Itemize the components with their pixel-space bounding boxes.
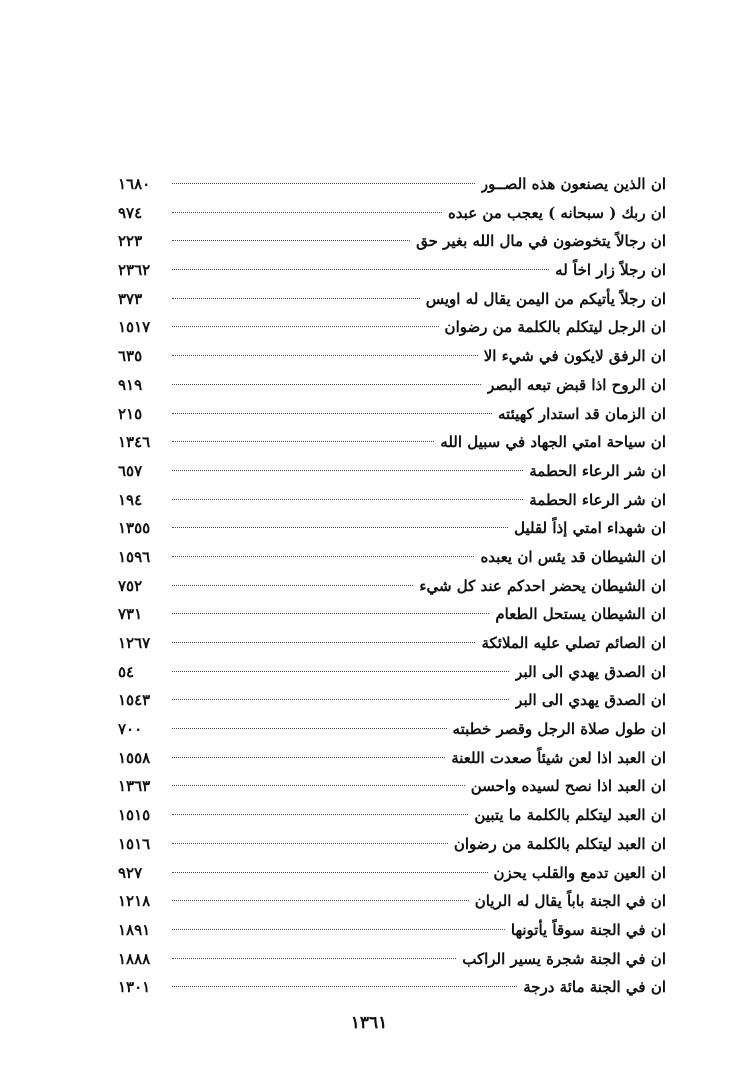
dotted-leader <box>172 527 508 528</box>
dotted-leader <box>172 413 492 414</box>
entry-page-number: ١٥٩٦ <box>118 547 151 566</box>
dotted-leader <box>172 326 439 327</box>
index-entry <box>118 400 666 429</box>
dotted-leader <box>172 470 523 471</box>
dotted-leader <box>172 929 505 930</box>
dotted-leader <box>172 269 549 270</box>
index-entry <box>118 600 666 629</box>
index-entry <box>118 514 666 543</box>
index-entry <box>118 715 666 744</box>
entry-title: ان الشيطان يحضر احدكم عند كل شيء <box>419 576 666 595</box>
entry-title: ان الشيطان يستحل الطعام <box>495 605 666 624</box>
dotted-leader <box>172 585 413 586</box>
dotted-leader <box>172 872 488 873</box>
entry-page-number: ٦٥٧ <box>118 461 143 480</box>
entry-page-number: ١٥٥٨ <box>118 748 151 767</box>
entry-page-number: ٩٢٧ <box>118 863 143 882</box>
entry-page-number: ١٥٤٣ <box>118 691 151 710</box>
index-entry <box>118 658 666 687</box>
index-entry <box>118 170 666 199</box>
dotted-leader <box>172 384 481 385</box>
entry-title: ان رجلاً يأتيكم من اليمن يقال له اويس <box>425 289 666 308</box>
index-entry <box>118 629 666 658</box>
entry-page-number: ١٢١٨ <box>118 892 151 911</box>
entry-title: ان رجلاً زار اخاً له <box>555 261 666 280</box>
dotted-leader <box>172 986 517 987</box>
dotted-leader <box>172 843 448 844</box>
entry-page-number: ١٣٤٦ <box>118 433 151 452</box>
entry-page-number: ١٥١٥ <box>118 806 151 825</box>
index-entry <box>118 859 666 888</box>
dotted-leader <box>172 613 489 614</box>
dotted-leader <box>172 814 468 815</box>
index-entry <box>118 772 666 801</box>
entry-title: ان الزمان قد استدار كهيئته <box>498 404 666 423</box>
entry-title: ان طول صلاة الرجل وقصر خطبته <box>452 720 666 739</box>
index-entry <box>118 801 666 830</box>
entry-page-number: ١٨٨٨ <box>118 949 151 968</box>
index-entry <box>118 945 666 974</box>
entry-title: ان شهداء امتي إذاً لقليل <box>514 519 666 538</box>
entry-page-number: ٧٣١ <box>118 605 143 624</box>
dotted-leader <box>172 958 456 959</box>
dotted-leader <box>172 785 465 786</box>
entry-title: ان العين تدمع والقلب يحزن <box>493 863 666 882</box>
entry-page-number: ٧٥٢ <box>118 576 143 595</box>
index-entry <box>118 543 666 572</box>
entry-title: ان العبد ليتكلم بالكلمة من رضوان <box>453 834 666 853</box>
entry-page-number: ٣٧٣ <box>118 289 143 308</box>
entry-page-number: ١٩٤ <box>118 490 143 509</box>
entry-title: ان في الجنة شجرة يسير الراكب <box>462 949 666 968</box>
index-entry <box>118 256 666 285</box>
index-entry <box>118 486 666 515</box>
entry-page-number: ٢١٥ <box>118 404 143 423</box>
entry-page-number: ٩٧٤ <box>118 203 143 222</box>
index-entry <box>118 916 666 945</box>
index-entry <box>118 457 666 486</box>
dotted-leader <box>172 556 474 557</box>
dotted-leader <box>172 441 434 442</box>
index-entry <box>118 830 666 859</box>
dotted-leader <box>172 671 509 672</box>
entry-title: ان العبد اذا لعن شيئاً صعدت اللعنة <box>451 748 666 767</box>
index-entry <box>118 744 666 773</box>
entry-title: ان الصائم تصلي عليه الملائكة <box>481 634 666 652</box>
index-entry <box>118 973 666 1002</box>
entry-page-number: ٧٠٠ <box>118 720 143 739</box>
entry-page-number: ١٣٥٥ <box>118 519 151 538</box>
entry-title: ان الروح اذا قبض تبعه البصر <box>487 375 666 394</box>
entry-page-number: ١٣٦٣ <box>118 777 151 796</box>
index-entry <box>118 342 666 371</box>
entry-page-number: ٩١٩ <box>118 375 143 394</box>
dotted-leader <box>172 642 475 643</box>
entry-page-number: ٢٢٣ <box>118 232 143 251</box>
entry-title: ان ربك ( سبحانه ) يعجب من عبده <box>447 203 666 222</box>
page-number: ١٣٦١ <box>350 1013 388 1033</box>
entry-title: ان الرجل ليتكلم بالكلمة من رضوان <box>444 318 666 337</box>
index-entry <box>118 199 666 228</box>
dotted-leader <box>172 298 420 299</box>
dotted-leader <box>172 183 475 184</box>
dotted-leader <box>172 499 523 500</box>
dotted-leader <box>172 699 509 700</box>
dotted-leader <box>172 240 410 241</box>
entry-title: ان في الجنة سوقاً يأتونها <box>510 920 666 939</box>
entry-page-number: ١٢٦٧ <box>118 634 151 652</box>
index-entry <box>118 313 666 342</box>
dotted-leader <box>172 728 447 729</box>
entry-title: ان الصدق يهدي الى البر <box>515 691 666 710</box>
entry-title: ان الصدق يهدي الى البر <box>515 662 666 681</box>
index-entry <box>118 285 666 314</box>
dotted-leader <box>172 757 445 758</box>
entry-page-number: ١٥١٧ <box>118 318 151 337</box>
entry-page-number: ١٨٩١ <box>118 920 151 939</box>
entry-title: ان رجالاً يتخوضون في مال الله بغير حق <box>416 232 666 251</box>
index-list <box>118 170 666 1002</box>
entry-page-number: ١٥١٦ <box>118 834 151 853</box>
entry-title: ان الشيطان قد يئس ان يعبده <box>480 547 666 566</box>
dotted-leader <box>172 212 442 213</box>
entry-page-number: ٢٣٦٢ <box>118 261 151 280</box>
index-entry <box>118 572 666 601</box>
entry-title: ان الذين يصنعون هذه الصــور <box>480 175 666 193</box>
entry-title: ان في الجنة باباً يقال له الريان <box>474 892 666 911</box>
entry-title: ان العبد ليتكلم بالكلمة ما يتبين <box>474 806 666 825</box>
entry-page-number: ٥٤ <box>118 662 135 681</box>
dotted-leader <box>172 900 469 901</box>
dotted-leader <box>172 355 478 356</box>
index-entry <box>118 227 666 256</box>
index-entry <box>118 686 666 715</box>
entry-title: ان في الجنة مائة درجة <box>523 978 666 997</box>
entry-page-number: ١٦٨٠ <box>118 175 151 193</box>
entry-title: ان العبد اذا نصح لسيده واحسن <box>470 777 666 796</box>
entry-title: ان الرفق لايكون في شيء الا <box>483 347 666 366</box>
index-entry <box>118 371 666 400</box>
entry-page-number: ١٣٠١ <box>118 978 151 997</box>
entry-page-number: ٦٣٥ <box>118 347 143 366</box>
entry-title: ان شر الرعاء الحطمة <box>529 490 666 509</box>
index-entry <box>118 887 666 916</box>
index-entry <box>118 428 666 457</box>
entry-title: ان سياحة امتي الجهاد في سبيل الله <box>440 433 666 452</box>
entry-title: ان شر الرعاء الحطمة <box>529 461 666 480</box>
